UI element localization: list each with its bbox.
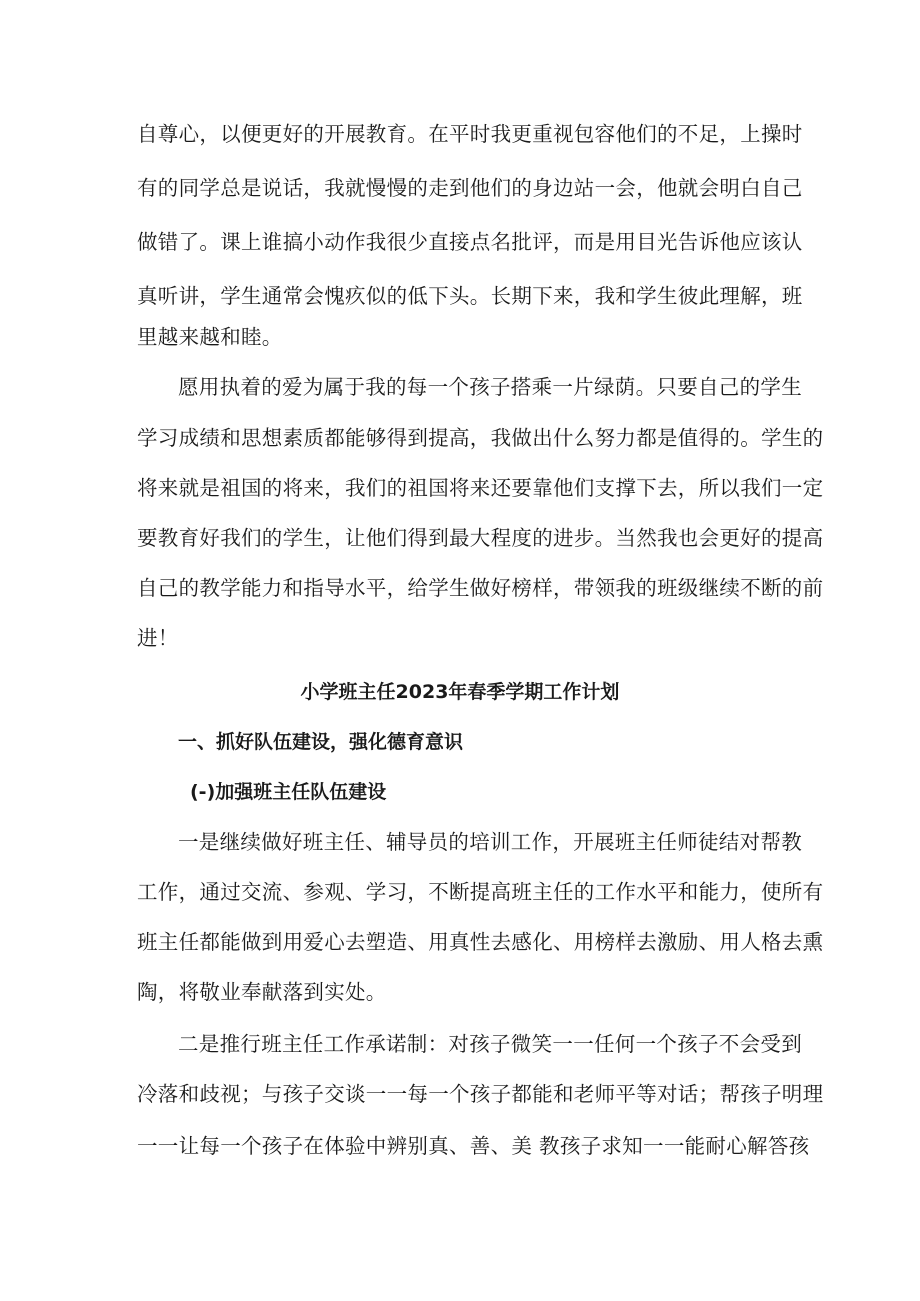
paragraph-line: 将来就是祖国的将来，我们的祖国将来还要靠他们支撑下去，所以我们一定 xyxy=(137,476,824,500)
paragraph-line: 要教育好我们的学生，让他们得到最大程度的进步。当然我也会更好的提高 xyxy=(137,526,824,550)
paragraph-line: 陶，将敬业奉献落到实处。 xyxy=(137,980,387,1004)
paragraph-line: 进！ xyxy=(137,626,179,650)
paragraph-line: 真听讲，学生通常会愧疚似的低下头。长期下来，我和学生彼此理解，班 xyxy=(137,284,803,308)
section-heading: 一、抓好队伍建设，强化德育意识 xyxy=(178,731,464,753)
paragraph-line: 二是推行班主任工作承诺制：对孩子微笑一一任何一个孩子不会受到 xyxy=(178,1032,802,1056)
paragraph-line: 工作，通过交流、参观、学习，不断提高班主任的工作水平和能力，使所有 xyxy=(137,880,824,904)
paragraph-line: 里越来越和睦。 xyxy=(137,325,283,349)
paragraph-line: 一一让每一个孩子在体验中辨别真、善、美 教孩子求知一一能耐心解答孩 xyxy=(137,1134,810,1158)
paragraph-line: 班主任都能做到用爱心去塑造、用真性去感化、用榜样去激励、用人格去熏 xyxy=(137,930,824,954)
paragraph-line: 自尊心，以便更好的开展教育。在平时我更重视包容他们的不足，上操时 xyxy=(137,122,803,146)
paragraph-line: 愿用执着的爱为属于我的每一个孩子搭乘一片绿荫。只要自己的学生 xyxy=(178,375,802,399)
paragraph-line: 做错了。课上谁搞小动作我很少直接点名批评，而是用目光告诉他应该认 xyxy=(137,230,803,254)
paragraph-line: 学习成绩和思想素质都能够得到提高，我做出什么努力都是值得的。学生的 xyxy=(137,426,824,450)
paragraph-line: 有的同学总是说话，我就慢慢的走到他们的身边站一会，他就会明白自己 xyxy=(137,176,803,200)
paragraph-line: 自己的教学能力和指导水平，给学生做好榜样，带领我的班级继续不断的前 xyxy=(137,576,824,600)
subsection-heading: (-)加强班主任队伍建设 xyxy=(190,781,387,803)
paragraph-line: 一是继续做好班主任、辅导员的培训工作，开展班主任师徒结对帮教 xyxy=(178,830,802,854)
paragraph-line: 冷落和歧视；与孩子交谈一一每一个孩子都能和老师平等对话；帮孩子明理 xyxy=(137,1082,824,1106)
document-title: 小学班主任2023年春季学期工作计划 xyxy=(300,681,620,703)
